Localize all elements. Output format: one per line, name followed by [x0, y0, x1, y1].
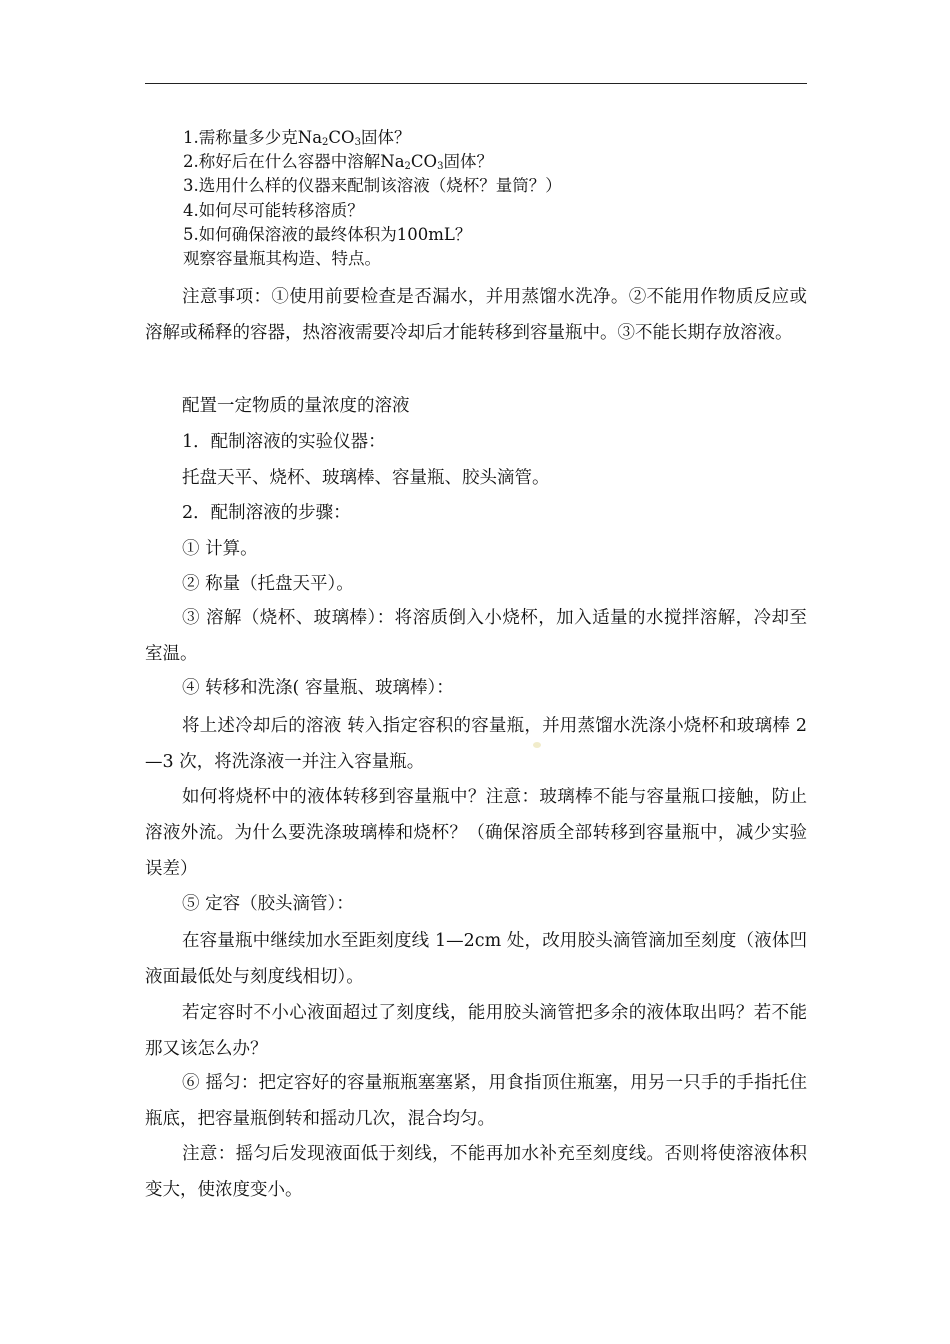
question-1: 1.需称量多少克$Na_2CO_3$固体？	[183, 128, 411, 148]
heading-instruments: 1．配制溶液的实验仪器：	[182, 432, 386, 452]
step-5: ⑤ 定容（胶头滴管）：	[182, 894, 354, 914]
observe-line: 观察容量瓶其构造、特点。	[183, 249, 381, 268]
instrument-list: 托盘天平、烧杯、玻璃棒、容量瓶、胶头滴管。	[182, 468, 550, 488]
section-title: 配置一定物质的量浓度的溶液	[182, 396, 410, 416]
question-4: 4.如何尽可能转移溶质？	[183, 201, 364, 220]
header-rule	[145, 83, 807, 84]
paragraph-flask-notes: 注意事项：①使用前要检查是否漏水，并用蒸馏水洗净。②不能用作物质反应或溶解或稀释的容器，热溶液需要冷却后才能转移到容量瓶中。③不能长期存放溶液。	[145, 287, 807, 343]
ink-dot	[533, 742, 541, 748]
step-1: ① 计算。	[182, 539, 258, 559]
final-note: 注意：摇匀后发现液面低于刻线，不能再加水补充至刻度线。否则将使溶液体积变大，使浓度变小。	[145, 1144, 807, 1200]
step-6: ⑥ 摇匀：把定容好的容量瓶瓶塞塞紧，用食指顶住瓶塞，用另一只手的手指托住瓶底，把容量瓶倒转和摇动几次，混合均匀。	[145, 1073, 807, 1129]
step-3: ③ 溶解（烧杯、玻璃棒）：将溶质倒入小烧杯，加入适量的水搅拌溶解，冷却至室温。	[145, 608, 807, 664]
question-2: 2.称好后在什么容器中溶解$Na_2CO_3$固体？	[183, 152, 493, 172]
step-4: ④ 转移和洗涤( 容量瓶、玻璃棒）：	[182, 678, 454, 698]
heading-steps: 2．配制溶液的步骤：	[182, 503, 351, 523]
step-4-detail: 将上述冷却后的溶液 转入指定容积的容量瓶，并用蒸馏水洗涤小烧杯和玻璃棒 2—3 次，将洗涤液一并注入容量瓶。	[145, 716, 807, 772]
step-5-question: 若定容时不小心液面超过了刻度线，能用胶头滴管把多余的液体取出吗？若不能那又该怎么办？	[145, 1003, 807, 1059]
question-5: 5.如何确保溶液的最终体积为100mL？	[183, 225, 472, 244]
question-3: 3.选用什么样的仪器来配制该溶液（烧杯？量筒？）	[183, 176, 562, 195]
step-5-detail: 在容量瓶中继续加水至距刻度线 1—2cm 处，改用胶头滴管滴加至刻度（液体凹液面最低处与刻度线相切）。	[145, 931, 807, 987]
step-4-qa: 如何将烧杯中的液体转移到容量瓶中？注意：玻璃棒不能与容量瓶口接触，防止溶液外流。为什么要洗涤玻璃棒和烧杯？（确保溶质全部转移到容量瓶中，减少实验误差）	[145, 787, 807, 879]
step-2: ② 称量（托盘天平）。	[182, 574, 354, 594]
